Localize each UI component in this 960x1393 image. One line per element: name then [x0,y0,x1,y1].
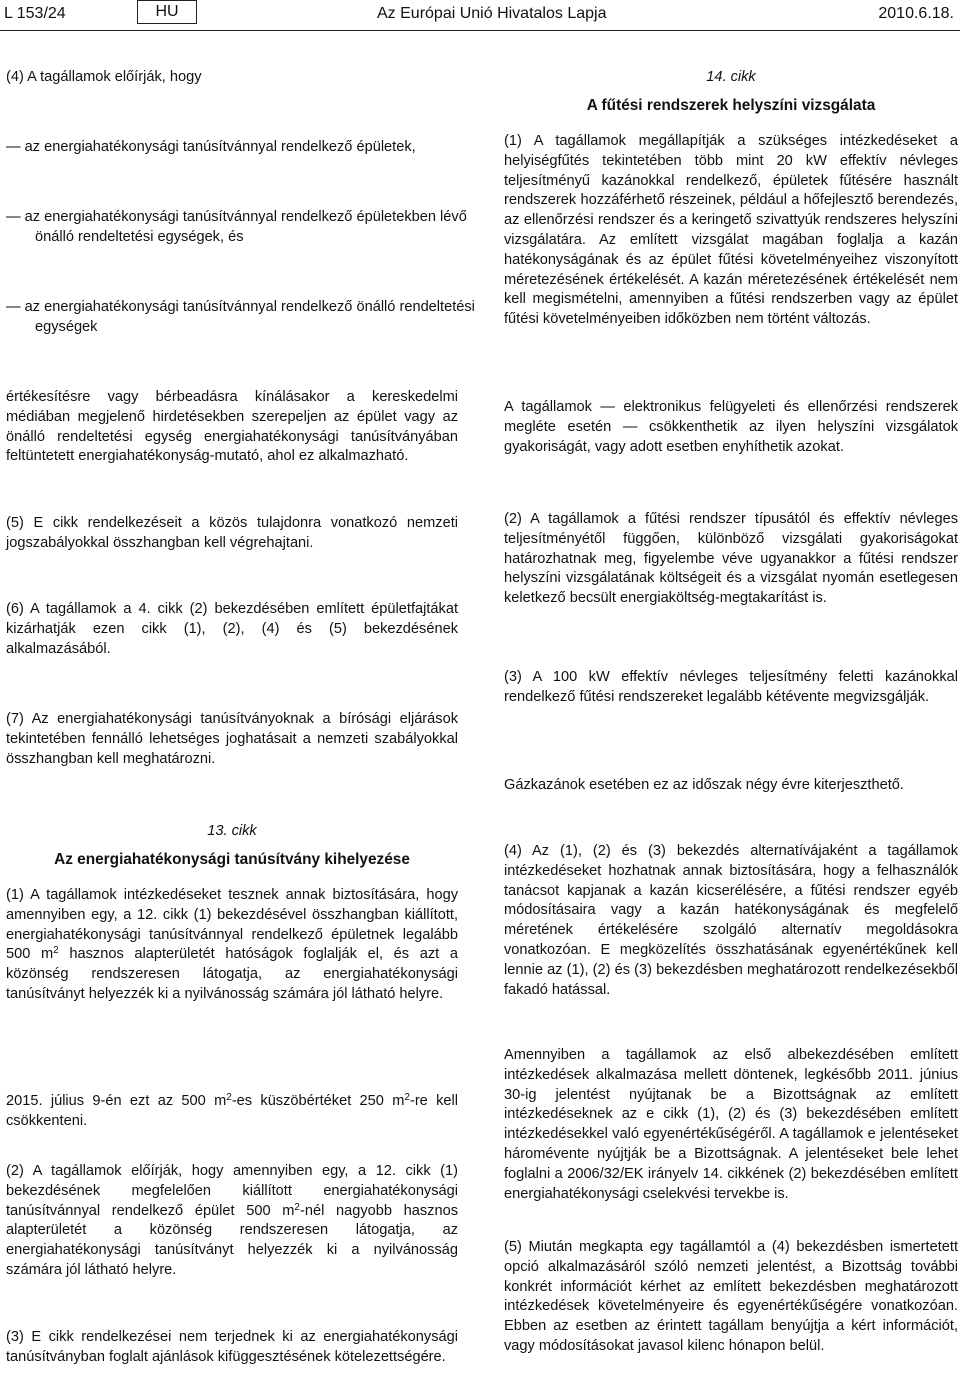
publication-title: Az Európai Unió Hivatalos Lapja [377,5,607,22]
article-13-title: Az energiahatékonysági tanúsítvány kihelyezése [54,851,410,868]
article-14-paragraph-4-continuation: Amennyiben a tagállamok az első albekezdésében említett intézkedések alkalmazása mellett döntenek, legkésőbb 2011. június 30-ig jelentést nyújtanak be a Bizottságnak az említett intézkedéseknek az e cikk (1), (2) és (3) bekezdésében említett intézkedésekkel való egyenértékűségéről. A tagállamok e jelentéseket háromévente nyújtják be a Bizottságnak. A jelentéseket bele lehet foglalni a 2006/32/EK irányelv 14. cikkének (2) bekezdésében említett energiahatékonysági cselekvési tervekbe is. [504,1047,958,1202]
article-14-paragraph-4: (4) Az (1), (2) és (3) bekezdés alternatívájaként a tagállamok intézkedéseket hozhatnak annak biztosítására, hogy a felhasználók tanácsot kapjanak a kazán kicserélésére, a fűtési rendszer egyéb módosításaira vagy a kazán hatékonyságának és megfelelő méretének értékelésére szolgáló alternatív megoldásokra vonatkozóan. E megközelítés összhatásának egyenértékűnek kell lennie az (1), (2) és (3) bekezdésben meghatározott rendelkezésekből fakadó hatással. [504,843,958,998]
page-header [0,0,960,31]
article-14-label: 14. cikk [706,69,756,85]
article-13-paragraph-1: (1) A tagállamok intézkedéseket tesznek annak biztosítására, hogy amennyiben egy, a 12. cikk (1) bekezdésével összhangban kiállított, energiahatékonysági tanúsítvánnyal rendelkező épületnek legalább 500 $m^2$ hasznos alapterületét hatóságok foglalják el, és azt a közönség rendszeresen látogatja, az energiahatékonysági tanúsítványt helyezzék ki a nyilvánosság számára jól látható helyre. [6,887,458,1002]
paragraph-6: (6) A tagállamok a 4. cikk (2) bekezdésében említett épületfajtákat kizárhatják ezen cikk (1), (2), (4) és (5) bekezdésének alkalmazásából. [6,601,458,657]
article-13-paragraph-3: (3) E cikk rendelkezései nem terjednek ki az energiahatékonysági tanúsítványban foglalt ajánlások kifüggesztésének kötelezettségére. [6,1329,458,1365]
paragraph-4-continuation: értékesítésre vagy bérbeadásra kínálásakor a kereskedelmi médiában megjelenő hirdetésekben szerepeljen az épület vagy az önálló rendeltetési egység energiahatékonysági tanúsítványában feltüntetett energiahatékonyság-mutató, ahol ez alkalmazható. [6,389,458,465]
list-item: — az energiahatékonysági tanúsítvánnyal rendelkező épületek, [6,139,416,155]
article-14-paragraph-5: (5) Miután megkapta egy tagállamtól a (4) bekezdésben ismertetett opció alkalmazásáról szóló nemzeti jelentést, a Bizottság további konkrét információt kérhet az említett bekezdésben meghatározott intézkedések követelményeire és egyenértékűségére vonatkozóan. Ebben az esetben az érintett tagállam benyújtja a kért információt, vagy módosításokat javasol kilenc hónapon belül. [504,1239,958,1354]
paragraph-7: (7) Az energiahatékonysági tanúsítványoknak a bírósági eljárások tekintetében fennálló lehetséges joghatásait a nemzeti szabályokkal összhangban kell meghatározni. [6,711,458,767]
article-14-title: A fűtési rendszerek helyszíni vizsgálata [586,97,876,114]
list-item: — az energiahatékonysági tanúsítvánnyal rendelkező épületekben lévő önálló rendeltetési egységek, és [6,209,467,245]
article-13-label: 13. cikk [207,823,257,839]
page-reference: L 153/24 [4,5,66,22]
article-14-paragraph-1: (1) A tagállamok megállapítják a szükséges intézkedéseket a helyiségfűtés tekintetében több mint 20 kW effektív névleges teljesítményű kazánokkal rendelkező, épületek fűtésére használt rendszerek hozzáférhető részeinek, például a hőfejlesztő berendezés, az ellenőrzési rendszer és a keringető szivattyúk rendszeres helyszíni vizsgálatára. Az említett vizsgálat magában foglalja a kazán hatékonyságának és az épület fűtési követelményeihez viszonyított méretezésének értékelését. A kazán méretezésének értékelését nem kell megismételni, amennyiben a fűtési rendszerben vagy az épület fűtési követelményeiben időközben nem történt változás. [504,133,958,328]
paragraph-4-intro: (4) A tagállamok előírják, hogy [6,69,202,85]
language-badge: HU [137,0,197,24]
publication-date: 2010.6.18. [878,5,954,22]
article-14-paragraph-2: (2) A tagállamok a fűtési rendszer típusától és effektív névleges teljesítményétől függően, különböző vizsgálati gyakoriságokat határozhatnak meg, figyelembe véve ugyanakkor a fűtési rendszer helyszíni vizsgálatának költségeit és a vizsgálat nyomán esetlegesen keletkező becsült energiaköltség-megtakarítást is. [504,511,958,607]
article-14-paragraph-3: (3) A 100 kW effektív névleges teljesítmény feletti kazánokkal rendelkező fűtési rendszereket legalább kétévente megvizsgálják. [504,669,958,705]
article-14-paragraph-3-continuation: Gázkazánok esetében ez az időszak négy évre kiterjeszthető. [504,777,904,793]
article-13-paragraph-2: (2) A tagállamok előírják, hogy amennyiben egy, a 12. cikk (1) bekezdésének megfelelően kiállított energiahatékonysági tanúsítvánnyal rendelkező épület 500 $m^2$-nél nagyobb hasznos alapterületét a közönség rendszeresen látogatja, az energiahatékonysági tanúsítványt helyezzék ki a nyilvánosság számára jól látható helyre. [6,1163,458,1278]
article-14-paragraph-1-continuation: A tagállamok — elektronikus felügyeleti és ellenőrzési rendszerek megléte esetén — csökkenthetik az ilyen helyszíni vizsgálatok gyakoriságát, vagy adott esetben enyhíthetik azokat. [504,399,958,455]
article-13-deadline: 2015. július 9-én ezt az 500 $m^2-es$ küszöbértéket 250 $m^2-re$ kell csökkenteni. [6,1092,458,1129]
paragraph-5: (5) E cikk rendelkezéseit a közös tulajdonra vonatkozó nemzeti jogszabályokkal összhangban kell végrehajtani. [6,515,458,551]
list-item: — az energiahatékonysági tanúsítvánnyal rendelkező önálló rendeltetési egységek [6,299,475,335]
